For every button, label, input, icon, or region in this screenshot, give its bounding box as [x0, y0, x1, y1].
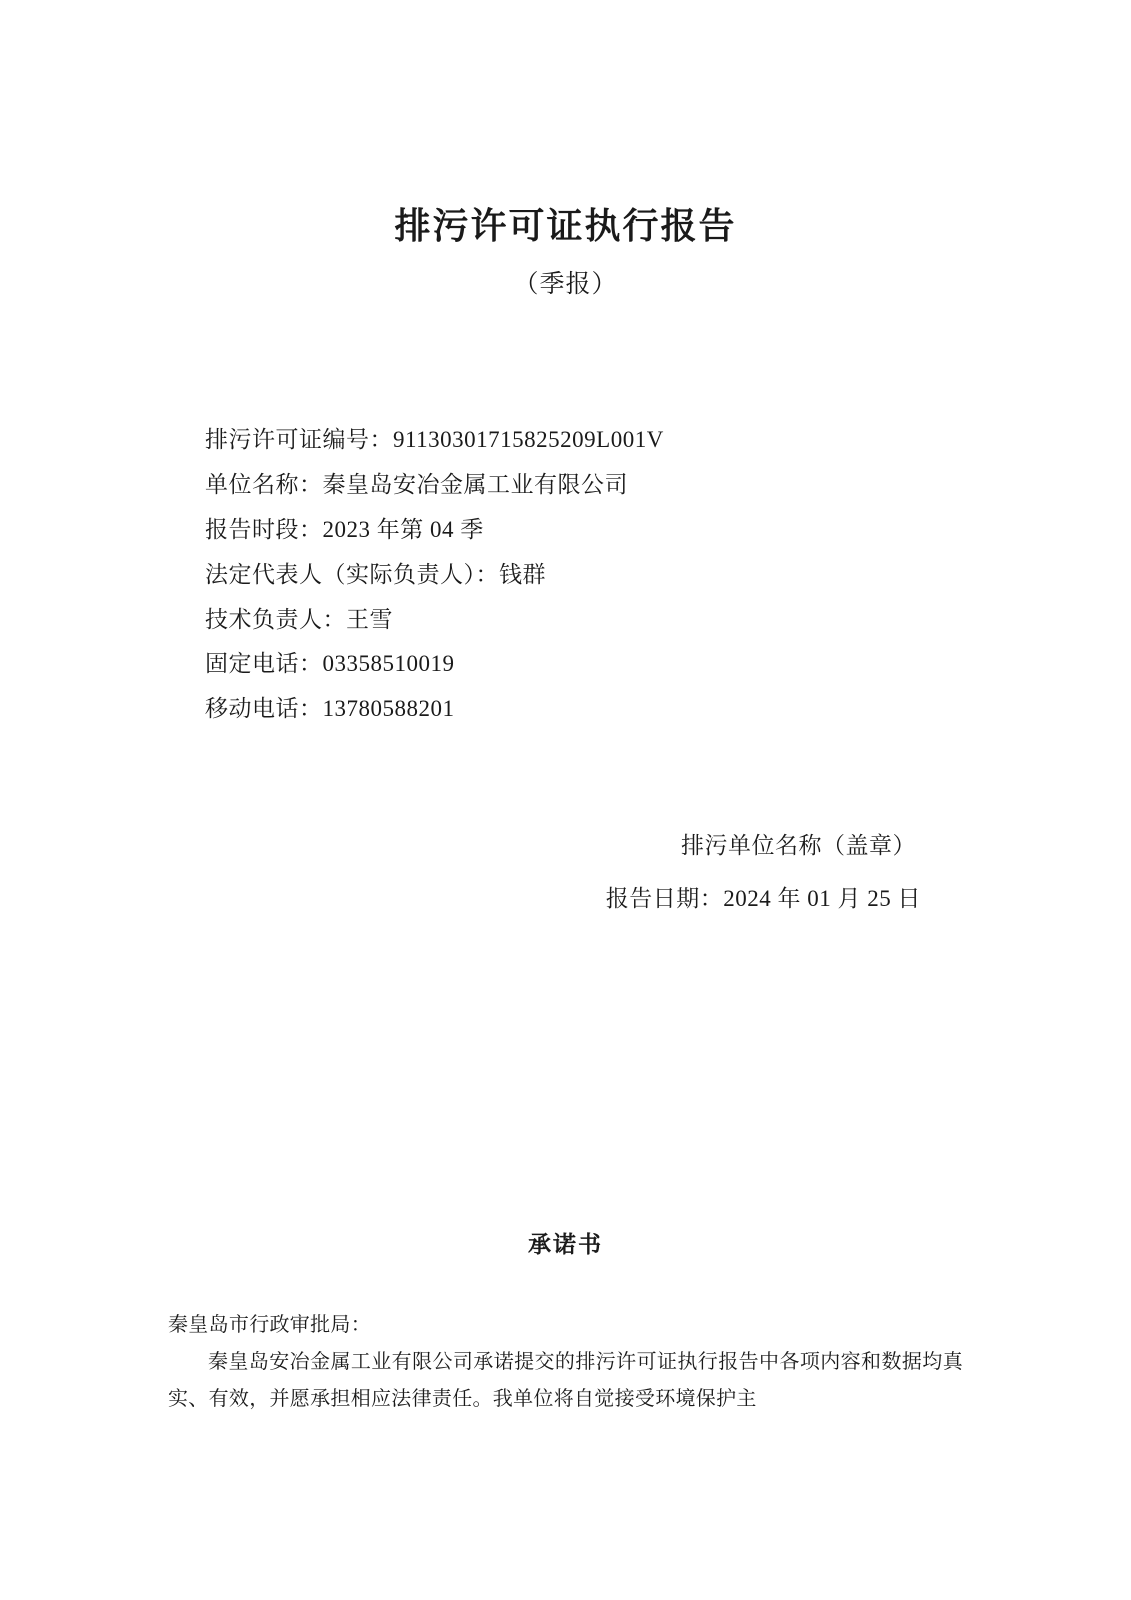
report-metadata-list: [205, 418, 1131, 732]
seal-line: 排污单位名称（盖章）: [681, 833, 916, 859]
commitment-addressee: 秦皇岛市行政审批局：: [168, 1313, 371, 1336]
meta-value: 2023 年第 04 季: [322, 516, 484, 542]
meta-label: 移动电话：: [205, 696, 323, 722]
meta-label: 单位名称：: [205, 472, 323, 498]
page-title: 排污许可证执行报告: [394, 206, 737, 246]
commitment-paragraph: 秦皇岛安冶金属工业有限公司承诺提交的排污许可证执行报告中各项内容和数据均真实、有效，并愿承担相应法律责任。我单位将自觉接受环境保护主: [168, 1350, 963, 1410]
meta-value: 秦皇岛安冶金属工业有限公司: [322, 472, 628, 498]
commitment-title: 承诺书: [528, 1231, 603, 1257]
meta-row-legal-representative: [205, 553, 1131, 598]
signature-block: [0, 820, 1131, 926]
meta-value: 03358510019: [322, 651, 455, 677]
meta-value: 钱群: [499, 561, 546, 587]
meta-label: 报告时段：: [205, 516, 323, 542]
meta-label: 排污许可证编号：: [205, 427, 393, 453]
meta-label: 法定代表人（实际负责人）：: [205, 561, 499, 587]
meta-value: 91130301715825209L001V: [393, 427, 664, 453]
report-date-line: 报告日期：2024 年 01 月 25 日: [605, 885, 921, 911]
meta-label: 固定电话：: [205, 651, 323, 677]
meta-row-permit-number: [205, 418, 1131, 463]
meta-label: 技术负责人：: [205, 606, 346, 632]
meta-row-landline-phone: [205, 642, 1131, 687]
meta-row-technical-lead: [205, 598, 1131, 643]
page-subtitle: （季报）: [513, 271, 618, 299]
meta-value: 13780588201: [322, 696, 455, 722]
meta-row-company-name: [205, 463, 1131, 508]
commitment-body: [168, 1307, 963, 1418]
meta-row-mobile-phone: [205, 687, 1131, 732]
meta-value: 王雪: [346, 606, 393, 632]
meta-row-report-period: [205, 508, 1131, 553]
